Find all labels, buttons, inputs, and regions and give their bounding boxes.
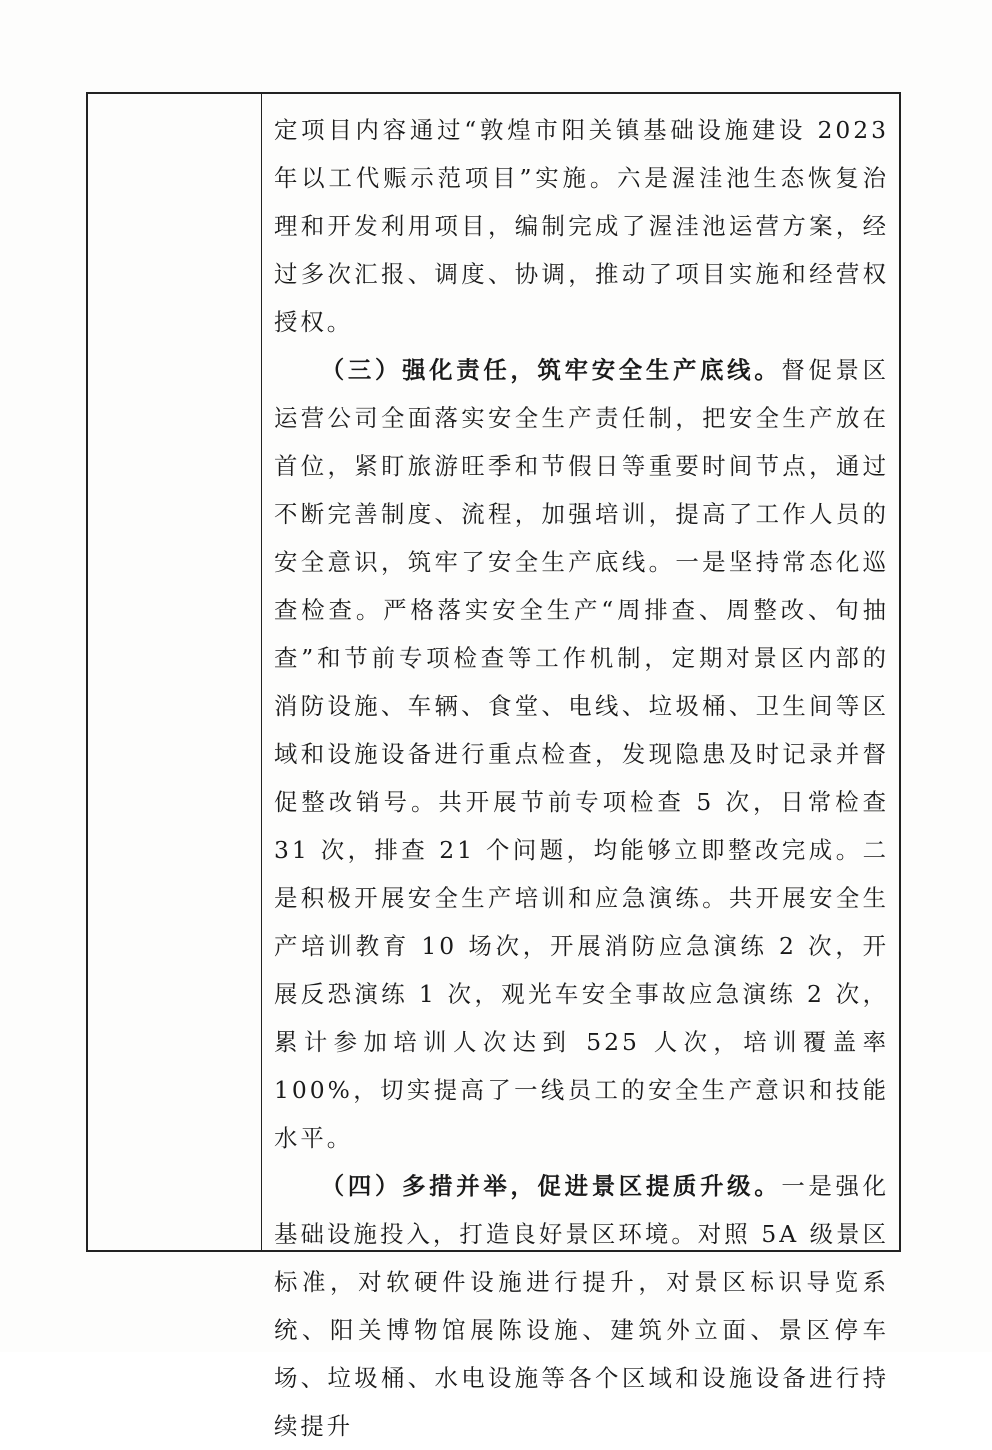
- body-text: [274, 106, 889, 1450]
- table-left-cell: [88, 94, 262, 1250]
- section-3-heading: （三）强化责任，筑牢安全生产底线。: [320, 356, 782, 384]
- paragraph-2: [274, 346, 889, 1162]
- paragraph-3: [274, 1162, 889, 1450]
- paragraph-1-text: 定项目内容通过“敦煌市阳关镇基础设施建设 2023 年以工代赈示范项目”实施。六是渥洼池生态恢复治理和开发利用项目，编制完成了渥洼池运营方案，经过多次汇报、调度、协调，推动了项目实施和经营权授权。: [274, 116, 889, 336]
- table-right-cell: [262, 94, 899, 1440]
- paragraph-1: [274, 106, 889, 346]
- paragraph-2-text: 督促景区运营公司全面落实安全生产责任制，把安全生产放在首位，紧盯旅游旺季和节假日等重要时间节点，通过不断完善制度、流程，加强培训，提高了工作人员的安全意识，筑牢了安全生产底线。一是坚持常态化巡查检查。严格落实安全生产“周排查、周整改、旬抽查”和节前专项检查等工作机制，定期对景区内部的消防设施、车辆、食堂、电线、垃圾桶、卫生间等区域和设施设备进行重点检查，发现隐患及时记录并督促整改销号。共开展节前专项检查 5 次，日常检查 31 次，排查 21 个问题，均能够立即整改完成。二是积极开展安全生产培训和应急演练。共开展安全生产培训教育 10 场次，开展消防应急演练 2 次，开展反恐演练 1 次，观光车安全事故应急演练 2 次，累计参加培训人次达到 525 人次，培训覆盖率 100%，切实提高了一线员工的安全生产意识和技能水平。: [274, 356, 890, 1152]
- paragraph-3-text: 一是强化基础设施投入，打造良好景区环境。对照 5A 级景区标准，对软硬件设施进行提升，对景区标识导览系统、阳关博物馆展陈设施、建筑外立面、景区停车场、垃圾桶、水电设施等各个区域和设施设备进行持续提升: [274, 1172, 890, 1440]
- table-frame: [86, 92, 901, 1440]
- section-4-heading: （四）多措并举，促进景区提质升级。: [320, 1172, 782, 1200]
